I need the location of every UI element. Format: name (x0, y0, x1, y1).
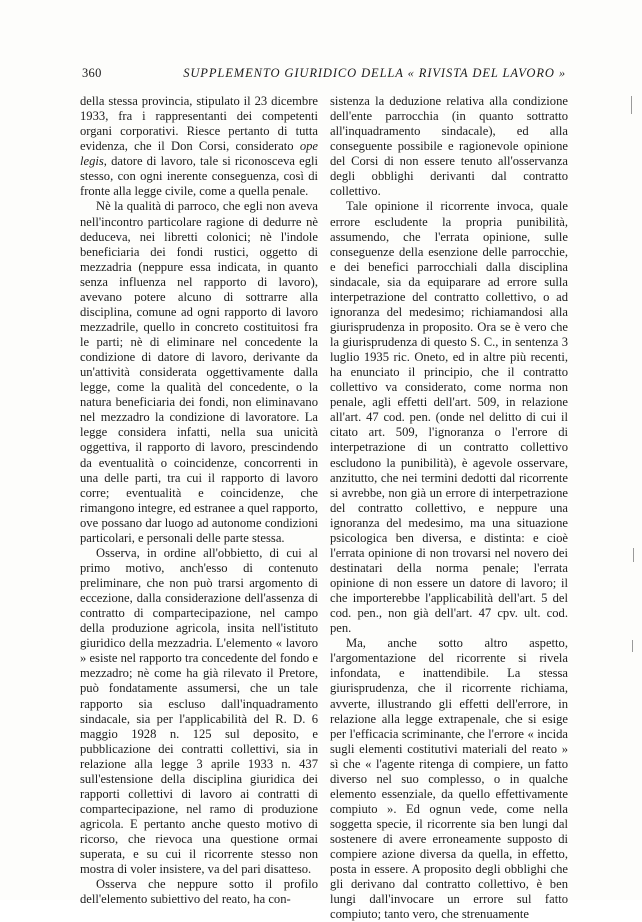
scan-edge-mark (632, 640, 633, 652)
running-title: SUPPLEMENTO GIURIDICO DELLA « RIVISTA DEL LAVORO » (183, 66, 566, 80)
paragraph: Ma, anche sotto altro aspetto, l'argomentazione del ricorrente si rivela infondata, e inattendibile. La stessa giurisprudenza, che il ricorrente richiama, avverte, illustrando gli effetti dell'errore, in relazione alla legge extrapenale, che si esige per l'efficacia scriminante, che l'errore « incida sugli elementi costitutivi materiali del reato » sì che « l'agente ritenga di compiere, un fatto diverso nel suo complesso, o in qualche elemento essenziale, da quello effettivamente compiuto ». Ed ognun vede, come nella soggetta specie, il ricorrente sia ben lungi dal sostenere di avere erroneamente supposto di compiere azione diversa da quella, in effetto, posta in essere. A proposito degli obblighi che gli derivano dal contratto collettivo, è ben lungi dall'invocare un errore sul fatto compiuto; tanto vero, che strenuamente (330, 636, 568, 922)
paragraph: Tale opinione il ricorrente invoca, quale errore escludente la propria punibilità, assumendo, che l'errata opinione, sulle conseguenze della esenzione delle parrocchie, e dei benefici parrocchiali dalla disciplina sindacale, sia da equiparare ad errore sulla interpetrazione del contratto collettivo, o ad ignoranza del medesimo; richiamandosi alla giurisprudenza in proposito. Ora se è vero che la giurisprudenza di questo S. C., in sentenza 3 luglio 1935 ric. Oneto, ed in altre più recenti, ha enunciato il principio, che il contratto collettivo va considerato, come norma non penale, agli effetti dell'art. 509, in relazione all'art. 47 cod. pen. (onde nel delitto di cui il citato art. 509, l'ignoranza o l'errore di interpetrazione di un contratto collettivo escludono la punibilità), è agevole osservare, anzitutto, che nei termini dedotti dal ricorrente si avrebbe, non già un errore di interpetrazione del contratto collettivo, e neppure una ignoranza del medesimo, ma una situazione psicologica ben diversa, e distinta: e cioè l'errata opinione di non trovarsi nel novero dei destinatari della norma penale; l'errata opinione di non essere un datore di lavoro; il che importerebbe l'applicabilità dell'art. 5 del cod. pen., non già dell'art. 47 cpv. ult. cod. pen. (330, 199, 568, 636)
italic-phrase: ope legis (80, 139, 318, 169)
scan-edge-mark (631, 96, 632, 114)
paragraph: della stessa provincia, stipulato il 23 dicembre 1933, fra i rappresentanti dei competenti organi corporativi. Riesce pertanto di tutta evidenza, che il Don Corsi, considerato ope legis, datore di lavoro, tale si riconosceva egli stesso, con ogni inerente conseguenza, così di fronte alla legge civile, come a quella penale. (80, 94, 318, 199)
paragraph: sistenza la deduzione relativa alla condizione dell'ente parrocchia (in quanto sottratto all'inquadramento sindacale), ed alla conseguente possibile e ragionevole opinione del Corsi di non essere tenuto all'osservanza degli obblighi derivanti dal contratto collettivo. (330, 94, 568, 199)
page-number: 360 (82, 66, 102, 80)
paragraph: Nè la qualità di parroco, che egli non aveva nell'incontro particolare ragione di dedurre nè deduceva, nei libretti colonici; nè l'indole beneficiaria dei fondi rustici, oggetto di mezzadria (neppure essa indicata, in quanto senza influenza nel rapporto di lavoro), avevano potere alcuno di sottrarre alla disciplina, comune ad ogni rapporto di lavoro mezzadrile, quello in concreto costituitosi fra le parti; nè di eliminare nel concedente la condizione di datore di lavoro, derivante da un'attività considerata oggettivamente dalla legge, come la qualità del concedente, o la natura beneficiaria dei fondi, non eliminavano nel mezzadro la condizione di lavoratore. La legge considera infatti, nella sua unicità oggettiva, il rapporto di lavoro, prescindendo da eventualità o coincidenze, concorrenti in una delle parti, tra cui il rapporto di lavoro corre; eventualità e coincidenze, che rimangono integre, ed estranee a quel rapporto, ove possano dar luogo ad autonome condizioni particolari, e personali delle parte stessa. (80, 199, 318, 545)
scan-edge-mark (633, 548, 634, 562)
paragraph: Osserva, in ordine all'obbietto, di cui al primo motivo, anch'esso di contenuto preliminare, che non può trarsi argomento di eccezione, dalla considerazione dell'assenza di contratto di compartecipazione, nel campo della produzione agricola, insita nell'istituto giuridico della mezzadria. L'elemento « lavoro » esiste nel rapporto tra concedente del fondo e mezzadro; nè come ha già rilevato il Pretore, può fondatamente assumersi, che un tale rapporto sia escluso dall'inquadramento sindacale, sia per l'applicabilità del R. D. 6 maggio 1928 n. 125 sul deposito, e pubblicazione dei contratti collettivi, sia in relazione alla legge 3 aprile 1933 n. 437 sull'estensione della disciplina giuridica dei rapporti collettivi di lavoro ai contratti di compartecipazione, nel ramo di produzione agricola. E pertanto anche questo motivo di ricorso, che rievoca una questione ormai superata, e su cui il ricorrente stesso non mostra di voler insistere, va del pari disatteso. (80, 545, 318, 877)
page-header (82, 66, 566, 82)
paragraph: Osserva che neppure sotto il profilo dell'elemento subiettivo del reato, ha con- (80, 877, 318, 907)
left-column (80, 94, 318, 907)
right-column (330, 94, 568, 922)
